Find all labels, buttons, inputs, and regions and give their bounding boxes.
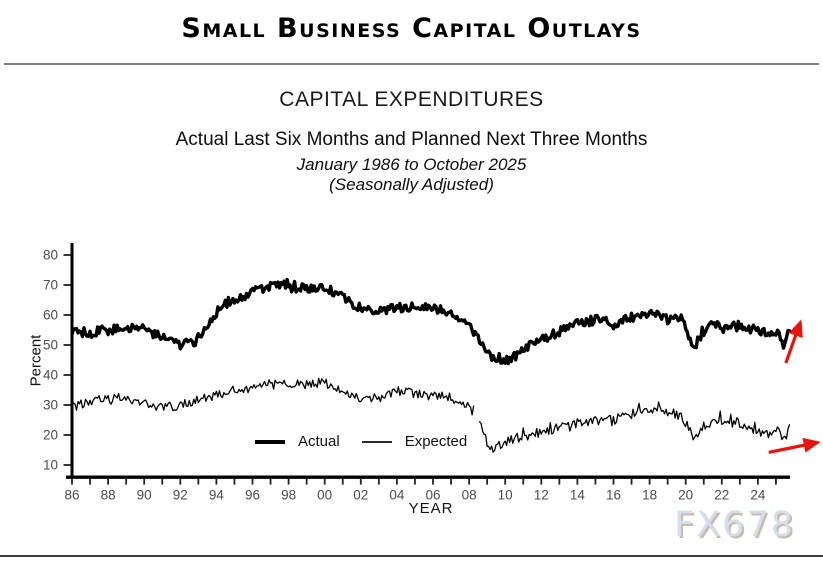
x-tick-label: 24 <box>750 487 766 503</box>
watermark-logo: FX678 <box>674 505 795 545</box>
x-tick-label: 86 <box>64 487 80 503</box>
bottom-divider <box>0 555 823 557</box>
adjustment-note: (Seasonally Adjusted) <box>329 175 494 194</box>
y-tick-label: 30 <box>42 397 58 413</box>
actual-line-swatch <box>255 440 285 444</box>
x-tick-label: 20 <box>678 487 694 503</box>
page-title: Small Business Capital Outlays <box>181 13 642 44</box>
chart-heading: CAPITAL EXPENDITURES <box>279 88 544 111</box>
x-tick-label: 22 <box>714 487 730 503</box>
chart-subtitle: Actual Last Six Months and Planned Next Three Months <box>175 129 648 150</box>
expected-line <box>480 402 790 452</box>
x-tick-label: 00 <box>317 487 333 503</box>
axes <box>43 243 790 503</box>
y-tick-label: 10 <box>42 457 58 473</box>
x-tick-label: 10 <box>497 487 513 503</box>
red-arrow-2 <box>769 443 818 453</box>
y-tick-label: 40 <box>42 367 58 383</box>
y-tick-label: 50 <box>42 337 58 353</box>
y-tick-label: 20 <box>42 427 58 443</box>
actual-line <box>72 280 790 364</box>
y-tick-label: 60 <box>42 307 58 323</box>
annotation-arrows <box>769 323 818 453</box>
x-tick-label: 92 <box>172 487 188 503</box>
y-tick-label: 70 <box>42 277 58 293</box>
legend-label-actual: Actual <box>298 433 340 450</box>
x-tick-label: 90 <box>136 487 152 503</box>
y-tick-label: 80 <box>42 247 58 263</box>
x-tick-label: 08 <box>461 487 477 503</box>
x-tick-label: 16 <box>605 487 622 503</box>
legend-label-expected: Expected <box>404 433 468 450</box>
x-tick-label: 98 <box>281 487 297 503</box>
x-tick-label: 02 <box>353 487 369 503</box>
red-arrow-1 <box>786 323 800 364</box>
x-tick-label: 04 <box>389 487 405 503</box>
data-series <box>72 280 790 453</box>
date-range: January 1986 to October 2025 <box>296 155 527 174</box>
expected-line-swatch <box>362 441 392 443</box>
expected-line <box>72 379 474 415</box>
x-axis-title: YEAR <box>408 500 454 517</box>
x-tick-label: 12 <box>533 487 549 503</box>
x-tick-label: 96 <box>244 487 261 503</box>
x-tick-label: 14 <box>569 487 585 503</box>
x-tick-label: 88 <box>100 487 116 503</box>
chart-legend <box>255 433 467 450</box>
x-tick-label: 06 <box>425 487 441 503</box>
y-axis-title: Percent <box>27 334 45 387</box>
x-tick-label: 94 <box>208 487 224 503</box>
x-tick-label: 18 <box>642 487 658 503</box>
